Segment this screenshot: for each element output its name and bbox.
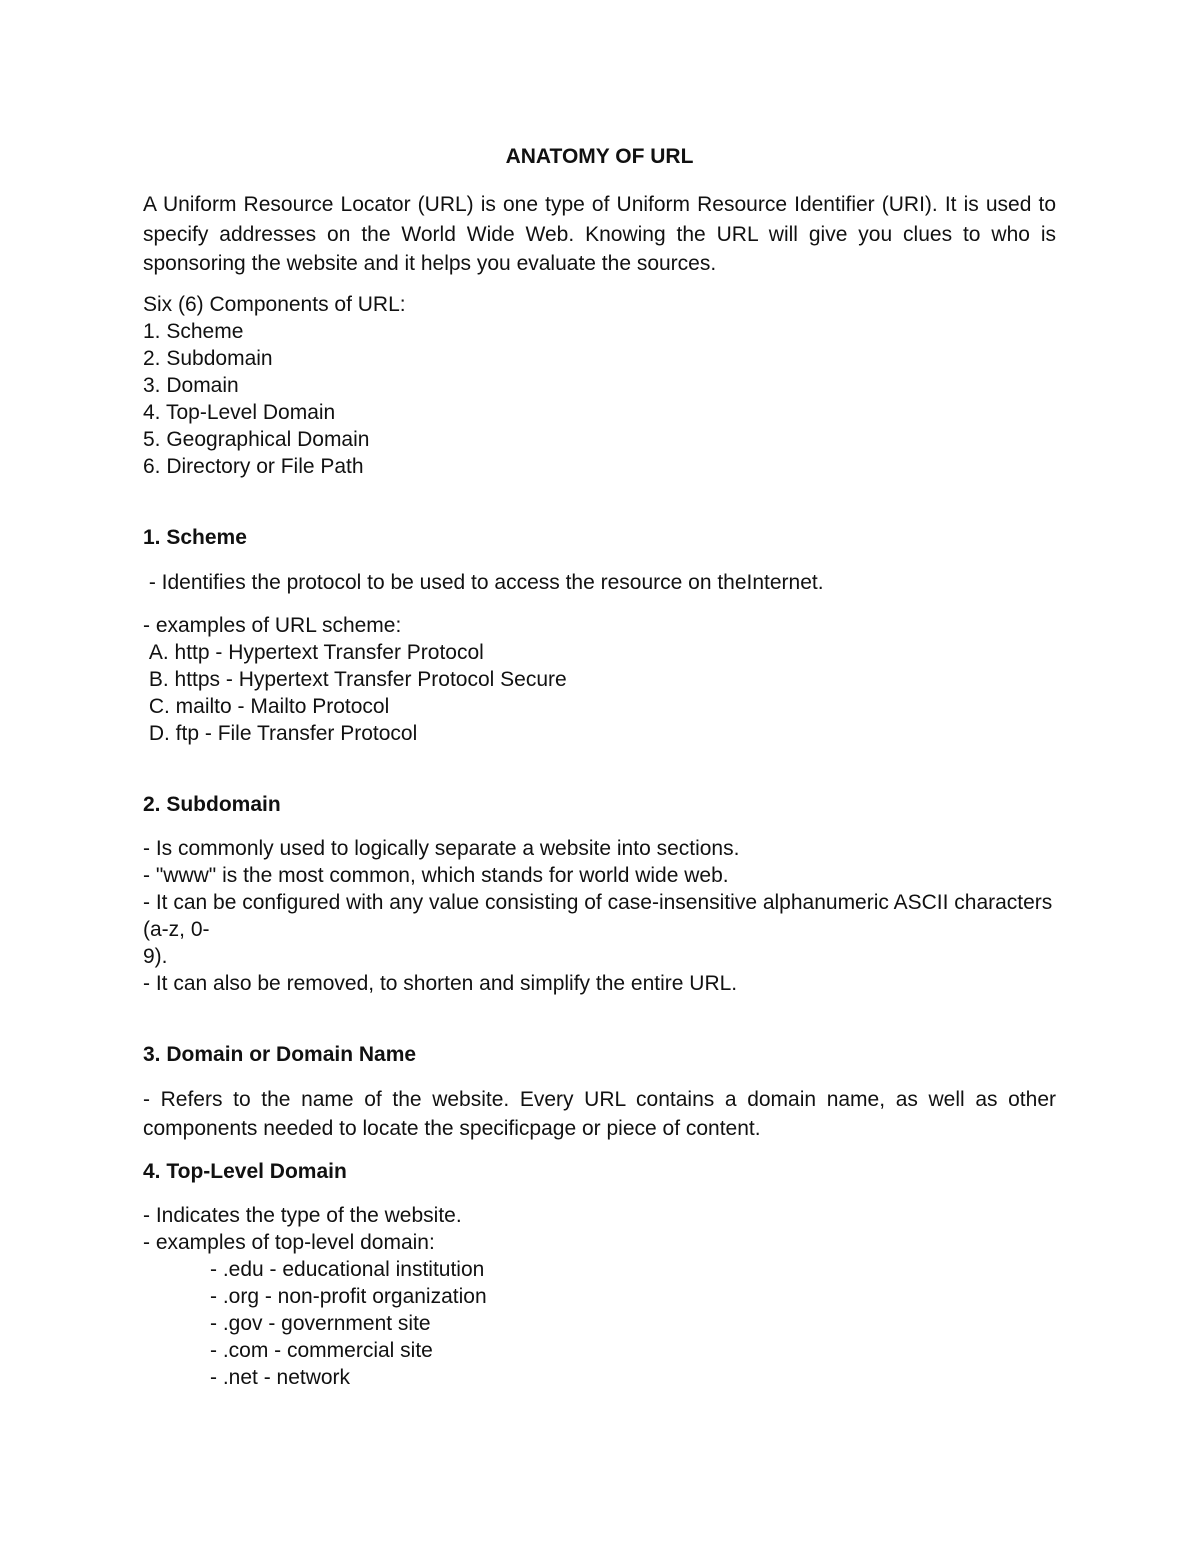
document-title: ANATOMY OF URL [505,145,694,168]
list-item: - .com - commercial site [210,1338,433,1362]
document-page [143,140,1059,1391]
intro-paragraph: A Uniform Resource Locator (URL) is one type of Uniform Resource Identifier (URI). It is used to specify addresses on the World Wide Web. Knowing the URL will give you clues to who is sponsoring the website and it helps you evaluate the sources. [143,193,1056,275]
list-item: C. mailto - Mailto Protocol [143,694,390,718]
section-subdomain [143,791,1059,997]
list-item: 3. Domain [143,373,239,397]
components-heading: Six (6) Components of URL: [143,292,406,316]
list-item: - .gov - government site [210,1311,431,1335]
section-description: - Refers to the name of the website. Every URL contains a domain name, as well as other components needed to locate the specificpage or piece of content. [143,1087,1056,1140]
section-heading: 4. Top-Level Domain [143,1159,347,1183]
list-item: - .edu - educational institution [210,1257,485,1281]
list-item: - .net - network [210,1365,351,1389]
list-item: - "www" is the most common, which stands for world wide web. [143,863,729,887]
section-scheme [143,524,1056,747]
list-item: 4. Top-Level Domain [143,400,336,424]
list-item: D. ftp - File Transfer Protocol [143,721,418,745]
examples-label: - examples of top-level domain: [143,1230,435,1254]
section-heading: 3. Domain or Domain Name [143,1042,417,1066]
components-list [143,291,1056,480]
list-item: B. https - Hypertext Transfer Protocol Secure [143,667,567,691]
list-item: - Is commonly used to logically separate a website into sections. [143,836,740,860]
section-top-level-domain [143,1158,1056,1391]
list-item: - It can be configured with any value consisting of case-insensitive alphanumeric ASCII characters (a-z, 0- [143,890,1059,941]
section-description: - Indicates the type of the website. [143,1203,462,1227]
section-heading: 1. Scheme [143,525,247,549]
list-item: - .org - non-profit organization [210,1284,487,1308]
list-item: 2. Subdomain [143,346,273,370]
list-item: 1. Scheme [143,319,244,343]
section-heading: 2. Subdomain [143,792,281,816]
list-item: 9). [143,944,168,968]
list-item: - It can also be removed, to shorten and simplify the entire URL. [143,971,738,995]
section-domain [143,1041,1056,1144]
list-item: A. http - Hypertext Transfer Protocol [143,640,484,664]
examples-label: - examples of URL scheme: [143,613,402,637]
list-item: 5. Geographical Domain [143,427,370,451]
section-description: - Identifies the protocol to be used to access the resource on theInternet. [143,570,824,594]
list-item: 6. Directory or File Path [143,454,364,478]
